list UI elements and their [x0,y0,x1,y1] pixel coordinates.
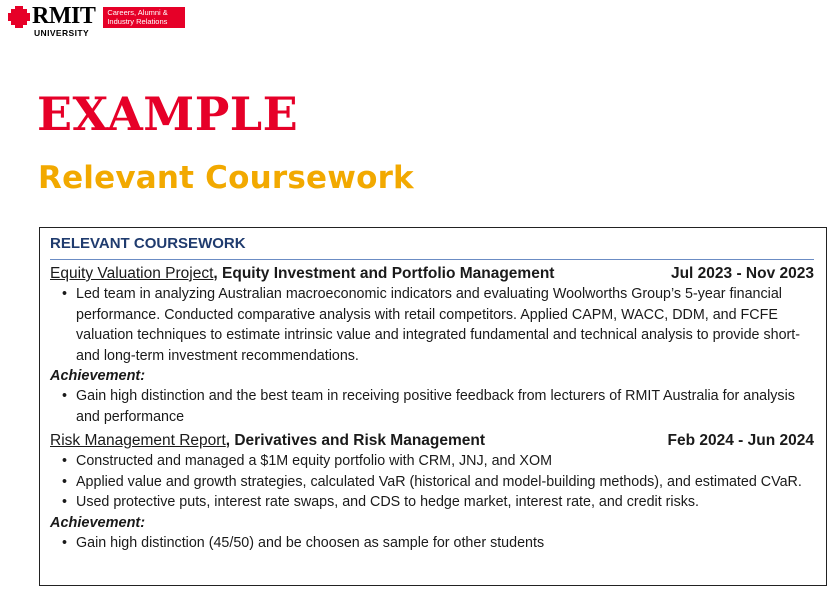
rmit-pixel-icon [8,6,30,28]
list-item: • Gain high distinction (45/50) and be choosen as sample for other students [62,533,814,554]
list-item: • Gain high distinction and the best team in receiving positive feedback from lecturers of RMIT Australia for analysis and performance [62,386,814,427]
logo-university: UNIVERSITY [34,28,90,38]
project-entry [50,263,814,427]
project-course: , Equity Investment and Portfolio Management [213,265,555,282]
list-item: • Led team in analyzing Australian macroeconomic indicators and evaluating Woolworths Group’s 5-year financial performance. Conducted comparative analysis with retail competitors. Applied CAPM, WACC, DDM, and FCFE valuation techniques to estimate intrinsic value and integrated fundamental and technical analysis to provide short- and long-term investment recommendations. [62,284,814,366]
list-item: • Used protective puts, interest rate swaps, and CDS to hedge market, interest rate, and credit risks. [62,492,814,513]
project-title [50,430,485,451]
achievement-label: Achievement: [50,368,146,384]
project-title [50,263,554,284]
achievement-label: Achievement: [50,514,146,531]
page-subtitle: Relevant Coursework [38,160,414,196]
project-name: Risk Management Report [50,432,226,449]
logo-tag-line2: Industry Relations [107,16,168,26]
logo-tag-line1: Careers, Alumni & [107,8,168,17]
page-title: EXAMPLE [37,87,299,141]
logo-wordmark: RMIT [32,3,96,29]
rmit-logo [8,4,185,40]
project-dates: Jul 2023 - Nov 2023 [670,265,814,282]
project-entry [50,430,814,553]
logo-tag [103,7,185,28]
project-course: , Derivatives and Risk Management [225,432,486,449]
section-heading: RELEVANT COURSEWORK [50,233,814,260]
list-item: • Constructed and managed a $1M equity portfolio with CRM, JNJ, and XOM [62,451,814,472]
project-name: Equity Valuation Project [50,265,214,282]
project-dates: Feb 2024 - Jun 2024 [667,432,814,449]
resume-excerpt [39,227,827,586]
list-item: • Applied value and growth strategies, calculated VaR (historical and model-building methods), and estimated CVaR. [62,472,814,493]
